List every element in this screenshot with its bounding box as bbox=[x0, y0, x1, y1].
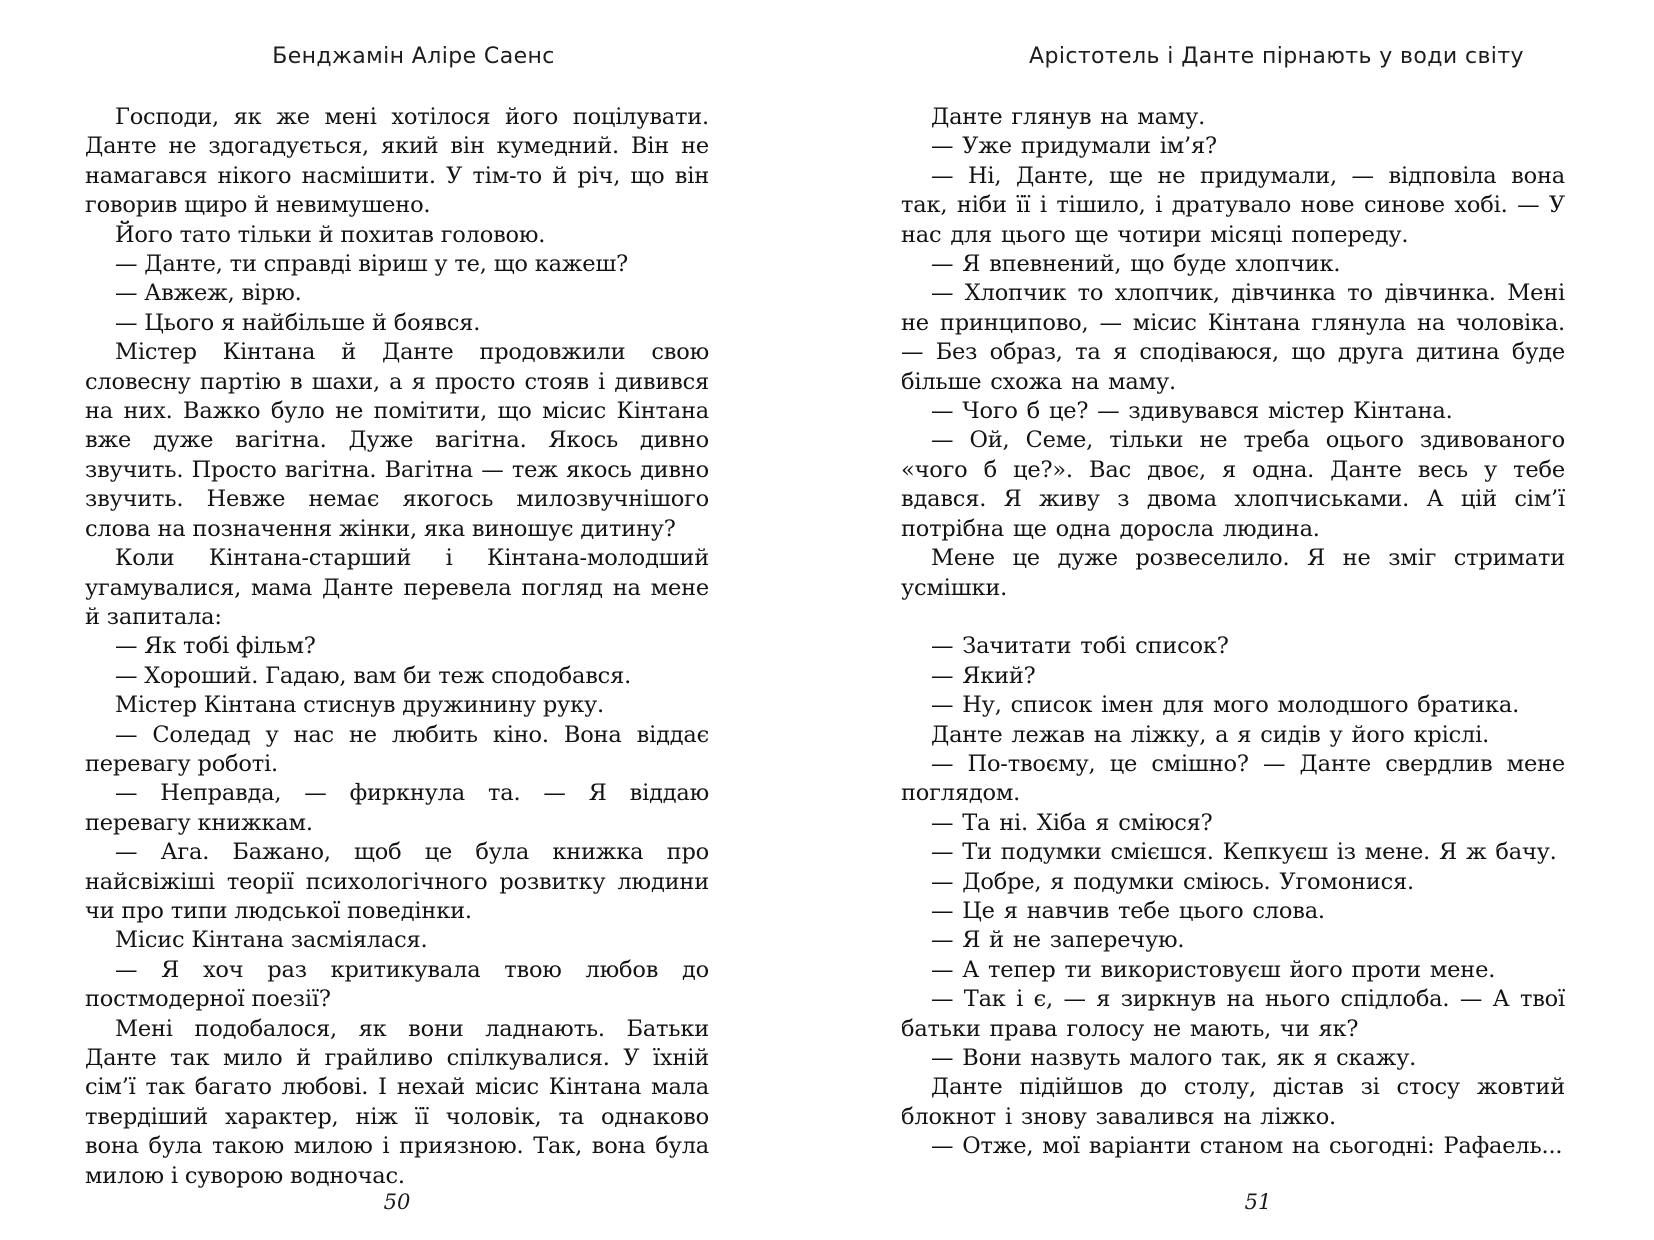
paragraph: — Неправда, — фиркнула та. — Я віддаю перевагу книжкам. bbox=[85, 780, 709, 836]
right-page-text-column bbox=[901, 103, 1565, 1162]
right-page bbox=[827, 0, 1654, 1240]
paragraph: Данте глянув на маму. bbox=[931, 104, 1206, 130]
paragraph: — По-твоєму, це смішно? — Данте свердлив мене поглядом. bbox=[901, 750, 1565, 807]
paragraph: Данте лежав на ліжку, а я сидів у його кріслі. bbox=[931, 721, 1490, 748]
paragraph: — Так і є, — я зиркнув на нього спідлоба. — А твої батьки права голосу не мають, чи як? bbox=[901, 986, 1565, 1042]
paragraph: — Вони назвуть малого так, як я скажу. bbox=[931, 1044, 1417, 1071]
paragraph: — Авжеж, вірю. bbox=[115, 280, 302, 307]
paragraph-break bbox=[901, 603, 1565, 632]
running-header-book-title: Арістотель і Данте пірнають у води світу bbox=[1029, 44, 1524, 69]
paragraph: — Ти подумки смієшся. Кепкуєш із мене. Я ж бачу. bbox=[931, 839, 1557, 866]
right-page-number: 51 bbox=[1244, 1190, 1272, 1214]
paragraph: Мене це дуже розвеселило. Я не зміг стримати усмішки. bbox=[901, 545, 1565, 601]
paragraph: Місис Кінтана засміялася. bbox=[115, 927, 428, 954]
paragraph: — Ну, список імен для мого молодшого братика. bbox=[931, 692, 1520, 719]
paragraph: Містер Кінтана й Данте продовжили свою словесну партію в шахи, а я просто стояв і дивився на них. Важко було не помітити, що місис Кінтана вже дуже вагітна. Дуже вагітна. Якось дивно звучить. Просто вагітна. Вагітна — теж якось дивно звучить. Невже немає якогось милозвучнішого слова на позначення жінки, яка виношує дитину? bbox=[85, 339, 709, 542]
left-page-number: 50 bbox=[383, 1190, 411, 1214]
paragraph: Містер Кінтана стиснув дружинину руку. bbox=[115, 692, 604, 719]
paragraph: — Та ні. Хіба я сміюся? bbox=[931, 809, 1213, 836]
paragraph: — Добре, я подумки сміюсь. Угомонися. bbox=[931, 868, 1414, 895]
paragraph: — Як тобі фільм? bbox=[115, 633, 316, 660]
paragraph: — Це я навчив тебе цього слова. bbox=[931, 897, 1325, 924]
paragraph: — Данте, ти справді віриш у те, що кажеш? bbox=[115, 251, 628, 278]
paragraph: — Ага. Бажано, щоб це була книжка про найсвіжіші теорії психологічного розвитку людини чи про типи людської поведінки. bbox=[85, 839, 709, 924]
paragraph: — Ні, Данте, ще не придумали, — відповіла вона так, ніби її і тішило, і дратувало нове синове хобі. — У нас для цього ще чотири місяці попереду. bbox=[901, 162, 1565, 248]
paragraph: — Я впевнений, що буде хлопчик. bbox=[931, 251, 1341, 278]
paragraph: Його тато тільки й похитав головою. bbox=[115, 221, 546, 248]
paragraph: Мені подобалося, як вони ладнають. Батьки Данте так мило й грайливо спілкувалися. У їхній сім’ї так багато любові. І нехай місис Кінтана мала твердіший характер, ніж її чоловік, та однаково вона була такою милою і приязною. Так, вона була милою і суворою водночас. bbox=[85, 1015, 709, 1189]
paragraph: — Ой, Семе, тільки не треба оцього здивованого «чого б це?». Вас двоє, я одна. Данте весь у тебе вдався. Я живу з двома хлопчиськами. А цій сім’ї потрібна ще одна доросла людина. bbox=[901, 427, 1565, 542]
paragraph: — Цього я найбільше й боявся. bbox=[115, 309, 481, 336]
paragraph: — Отже, мої варіанти станом на сьогодні: Рафаель... bbox=[931, 1133, 1563, 1160]
paragraph: — Чого б це? — здивувався містер Кінтана. bbox=[931, 398, 1453, 425]
paragraph: — Хлопчик то хлопчик, дівчинка то дівчинка. Мені не принципово, — місис Кінтана глянула на чоловіка. — Без образ, та я сподіваюся, що друга дитина буде більше схожа на маму. bbox=[901, 280, 1565, 395]
paragraph: Коли Кінтана-старший і Кінтана-молодший угамувалися, мама Данте перевела погляд на мене й запитала: bbox=[85, 545, 709, 630]
left-page-text-column bbox=[85, 103, 709, 1191]
paragraph: — А тепер ти використовуєш його проти мене. bbox=[931, 956, 1496, 983]
paragraph: — Який? bbox=[931, 662, 1036, 689]
paragraph: Данте підійшов до столу, дістав зі стосу жовтий блокнот і знову завалився на ліжко. bbox=[901, 1074, 1565, 1130]
paragraph: — Я хоч раз критикувала твою любов до постмодерної поезії? bbox=[85, 956, 709, 1013]
paragraph: Господи, як же мені хотілося його поцілувати. Данте не здогадується, який він кумедний. Він не намагався нікого насмішити. У тім-то й річ, що він говорив щиро й невимушено. bbox=[85, 104, 709, 219]
running-header-author: Бенджамін Аліре Саенс bbox=[272, 44, 555, 69]
paragraph: — Соледад у нас не любить кіно. Вона віддає перевагу роботі. bbox=[85, 721, 709, 777]
paragraph: — Уже придумали ім’я? bbox=[931, 133, 1217, 160]
paragraph: — Зачитати тобі список? bbox=[931, 633, 1229, 660]
paragraph: — Хороший. Гадаю, вам би теж сподобався. bbox=[115, 662, 632, 689]
paragraph: — Я й не заперечую. bbox=[931, 927, 1185, 954]
